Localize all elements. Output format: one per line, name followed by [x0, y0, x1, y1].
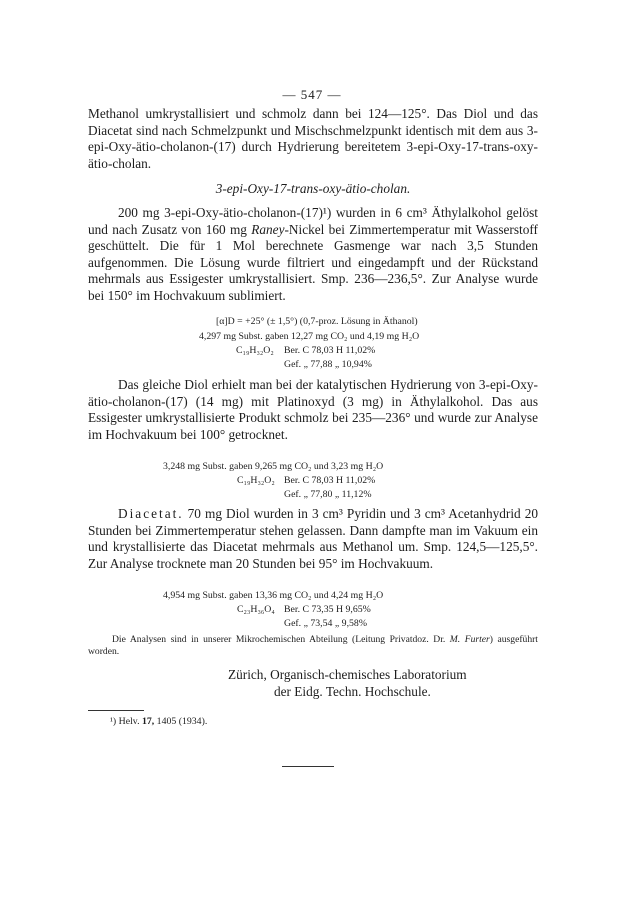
raney-name: Raney: [251, 221, 285, 237]
paragraph-3-text: 70 mg Diol wurden in 3 cm³ Pyridin und 3 cm³ Acetanhydrid 20 Stunden bei Zimmertemperatur stehen gelassen. Dann dampfte man im Vakuum ein und krystallisierte das Diacetat mehrmals aus Methanol um. Smp. 124,5—125,5°. Zur Analyse trocknete man 20 Stunden bei 95° im Hochvakuum.: [88, 506, 538, 571]
paragraph-1-block: [88, 205, 538, 305]
analysis-3-found: Gef. „ 73,54 „ 9,58%: [284, 618, 367, 629]
footnote-volume: 17,: [141, 716, 155, 727]
footnote-rest: 1405 (1934).: [156, 716, 208, 727]
paragraph-1-part-a: 200 mg 3-epi-Oxy-ätio-cholanon-(17)¹) wurden in 6 cm³ Äthylalkohol gelöst und nach Zusatz von 160 mg: [88, 205, 538, 237]
note-part-a: Die Analysen sind in unserer Mikrochemischen Abteilung (Leitung Privatdoz. Dr.: [112, 634, 450, 645]
footnote-separator: [88, 710, 144, 711]
page-number: — 547 —: [282, 87, 342, 102]
intro-paragraph: Methanol umkrystallisiert und schmolz dann bei 124—125°. Das Diol und das Diacetat sind nach Schmelzpunkt und Mischschmelzpunkt identisch mit dem aus 3-epi-Oxy-ätio-cholanon-(17) durch Hydrierung bereitetem 3-epi-Oxy-17-trans-oxy-ätio-cholan.: [88, 106, 538, 171]
analysis-2-formula: C₁₉H₃₂O₂: [237, 475, 275, 486]
analysis-1-found: Gef. „ 77,88 „ 10,94%: [284, 359, 372, 370]
analysis-2-found: Gef. „ 77,80 „ 11,12%: [284, 489, 372, 500]
section-title-block: [88, 181, 538, 198]
paragraph-1: [88, 205, 538, 305]
footnote-mark: ¹): [110, 716, 117, 727]
paragraph-2-block: [88, 377, 538, 443]
footnote-journal: Helv.: [118, 716, 140, 727]
analysis-3-formula: C₂₃H₃₆O₄: [237, 604, 275, 615]
acknowledgement-note: [88, 634, 538, 659]
analysis-2-line: 3,248 mg Subst. gaben 9,265 mg CO₂ und 3,23 mg H₂O: [163, 461, 384, 472]
paragraph-2: Das gleiche Diol erhielt man bei der katalytischen Hydrierung von 3-epi-Oxy-ätio-cholanon-(17) (14 mg) mit Platinoxyd (3 mg) in Äthylalkohol. Das aus Essigester umkrystallisierte Produkt schmolz bei 235—236° und wurde zur Analyse im Hochvakuum bei 100° getrocknet.: [88, 377, 538, 442]
intro-paragraph-block: [88, 106, 538, 172]
diacetat-label: Diacetat.: [118, 506, 184, 521]
analysis-1-calculated: Ber. C 78,03 H 11,02%: [284, 345, 376, 356]
footnote: [110, 716, 207, 729]
acknowledgement-block: [88, 634, 538, 659]
end-rule: [282, 766, 334, 767]
analysis-2-calculated: Ber. C 78,03 H 11,02%: [284, 475, 376, 486]
paragraph-1-part-b: -Nickel bei Zimmertemperatur mit Wasserstoff geschüttelt. Die für 1 Mol berechnete Gasmenge war nach 3,5 Stunden aufgenommen. Die Lösung wurde filtriert und eingedampft und der Rückstand mehrmals aus Essigester umkrystallisiert. Smp. 236—236,5°. Zur Analyse wurde bei 150° im Hochvakuum sublimiert.: [88, 221, 538, 303]
signature-line-2: der Eidg. Techn. Hochschule.: [274, 684, 431, 699]
analysis-3-line: 4,954 mg Subst. gaben 13,36 mg CO₂ und 4,24 mg H₂O: [163, 590, 384, 601]
section-title: 3-epi-Oxy-17-trans-oxy-ätio-cholan.: [215, 181, 411, 196]
analysis-1-line: 4,297 mg Subst. gaben 12,27 mg CO₂ und 4,19 mg H₂O: [199, 331, 420, 342]
paragraph-3-block: [88, 506, 538, 572]
signature-line-1: Zürich, Organisch-chemisches Laboratorium: [228, 667, 467, 682]
optical-rotation: [α]D = +25° (± 1,5°) (0,7-proz. Lösung in Äthanol): [216, 316, 418, 327]
note-part-b: ) ausgeführt worden.: [88, 634, 538, 658]
paragraph-3: [88, 506, 538, 572]
note-name: M. Furter: [449, 634, 490, 645]
analysis-3-calculated: Ber. C 73,35 H 9,65%: [284, 604, 371, 615]
analysis-1-formula: C₁₉H₃₂O₂: [236, 345, 274, 356]
